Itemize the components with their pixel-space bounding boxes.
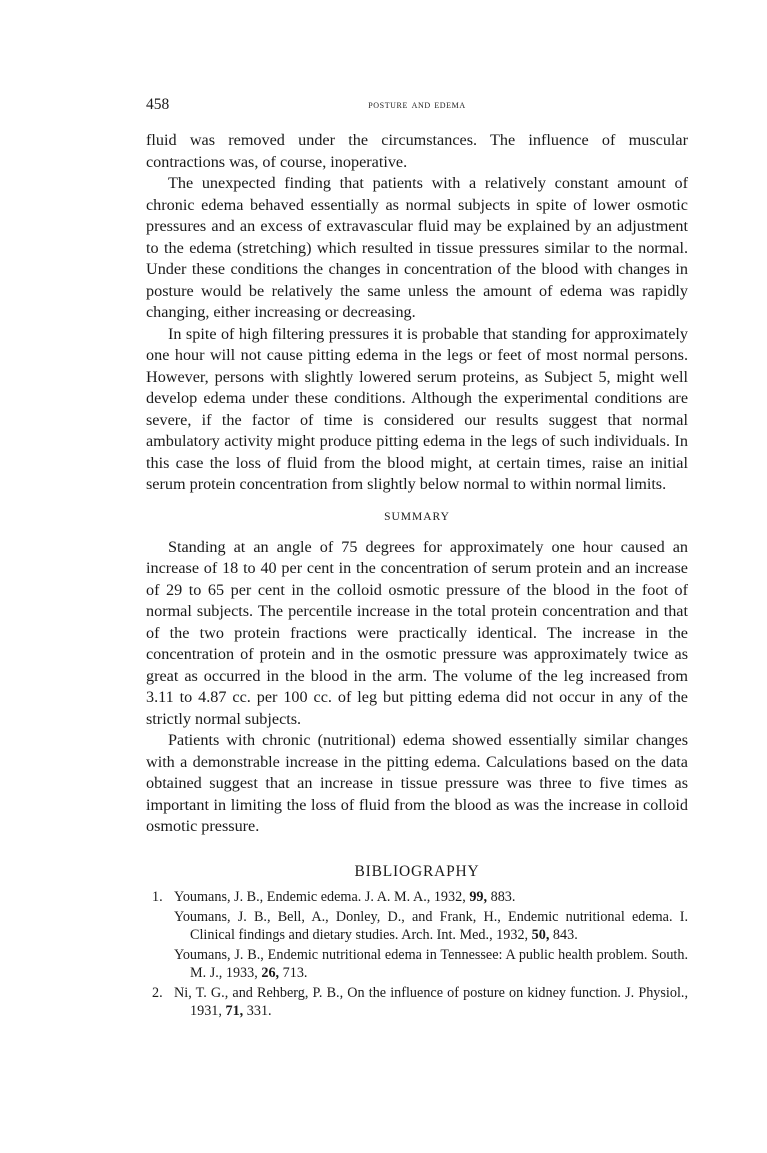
reference-volume: 50,	[531, 926, 550, 943]
reference-pages: 713.	[279, 964, 308, 981]
running-title: posture and edema	[368, 97, 466, 111]
summary-paragraph: Patients with chronic (nutritional) edema showed essentially similar changes with a demonstrable increase in the pitting edema. Calculations based on the data obtained suggest that an increase in tissue pressure was three to five times as important in limiting the loss of fluid from the blood as was the increase in colloid osmotic pressure.	[146, 731, 688, 835]
reference-text: Ni, T. G., and Rehberg, P. B., On the influence of posture on kidney function. J. Physiol., 1931,	[174, 985, 688, 1019]
reference-volume: 99,	[469, 888, 488, 905]
body-paragraph: In spite of high filtering pressures it is probable that standing for approximately one hour will not cause pitting edema in the legs or feet of most normal persons. However, persons with slightly lowered serum proteins, as Subject 5, might well develop edema under these conditions. Although the experimental conditions are severe, if the factor of time is considered our results suggest that normal ambulatory activity might produce pitting edema in the legs of such individuals. In this case the loss of fluid from the blood might, at certain times, raise an initial serum protein concentration from slightly below normal to within normal limits.	[146, 324, 688, 493]
reference-item	[146, 889, 688, 907]
reference-text: Youmans, J. B., Endemic edema. J. A. M. A., 1932,	[174, 888, 470, 905]
reference-volume: 26,	[261, 964, 280, 981]
reference-volume: 71,	[225, 1002, 244, 1019]
reference-list	[146, 889, 688, 1021]
reference-pages: 883.	[487, 888, 516, 905]
reference-pages: 843.	[549, 926, 578, 943]
reference-pages: 331.	[243, 1002, 272, 1019]
reference-item	[146, 909, 688, 944]
page	[146, 96, 688, 1023]
reference-item	[146, 947, 688, 982]
reference-item	[146, 985, 688, 1020]
summary-paragraph: Standing at an angle of 75 degrees for approximately one hour caused an increase of 18 to 40 per cent in the concentration of serum protein and an increase of 29 to 65 per cent in the colloid osmotic pressure of the blood in the foot of normal subjects. The percentile increase in the total protein concentration and that of the two protein fractions were practically identical. The increase in the concentration of protein and in the osmotic pressure was approximately twice as great as occurred in the blood in the arm. The volume of the leg increased from 3.11 to 4.87 cc. per 100 cc. of leg but pitting edema did not occur in any of the strictly normal subjects.	[146, 537, 688, 728]
running-head	[146, 96, 688, 118]
reference-number: 1.	[152, 888, 163, 905]
body-paragraph: fluid was removed under the circumstances. The influence of muscular contractions was, of course, inoperative.	[146, 131, 688, 171]
reference-text: Youmans, J. B., Bell, A., Donley, D., and Frank, H., Endemic nutritional edema. I. Clinical findings and dietary studies. Arch. Int. Med., 1932,	[174, 909, 688, 943]
body-paragraph: The unexpected finding that patients with a relatively constant amount of chronic edema behaved essentially as normal subjects in spite of lower osmotic pressures and an excess of extravascular fluid may be explained by an adjustment to the edema (stretching) which resulted in tissue pressures similar to the normal. Under these conditions the changes in concentration of the blood with changes in posture would be relatively the same unless the amount of edema was rapidly changing, either increasing or decreasing.	[146, 174, 688, 321]
reference-text: Youmans, J. B., Endemic nutritional edema in Tennessee: A public health problem. South. M. J., 1933,	[174, 947, 688, 981]
reference-number: 2.	[152, 985, 163, 1001]
page-number: 458	[146, 96, 170, 113]
bibliography-heading: BIBLIOGRAPHY	[354, 862, 480, 880]
summary-heading: SUMMARY	[384, 510, 450, 523]
